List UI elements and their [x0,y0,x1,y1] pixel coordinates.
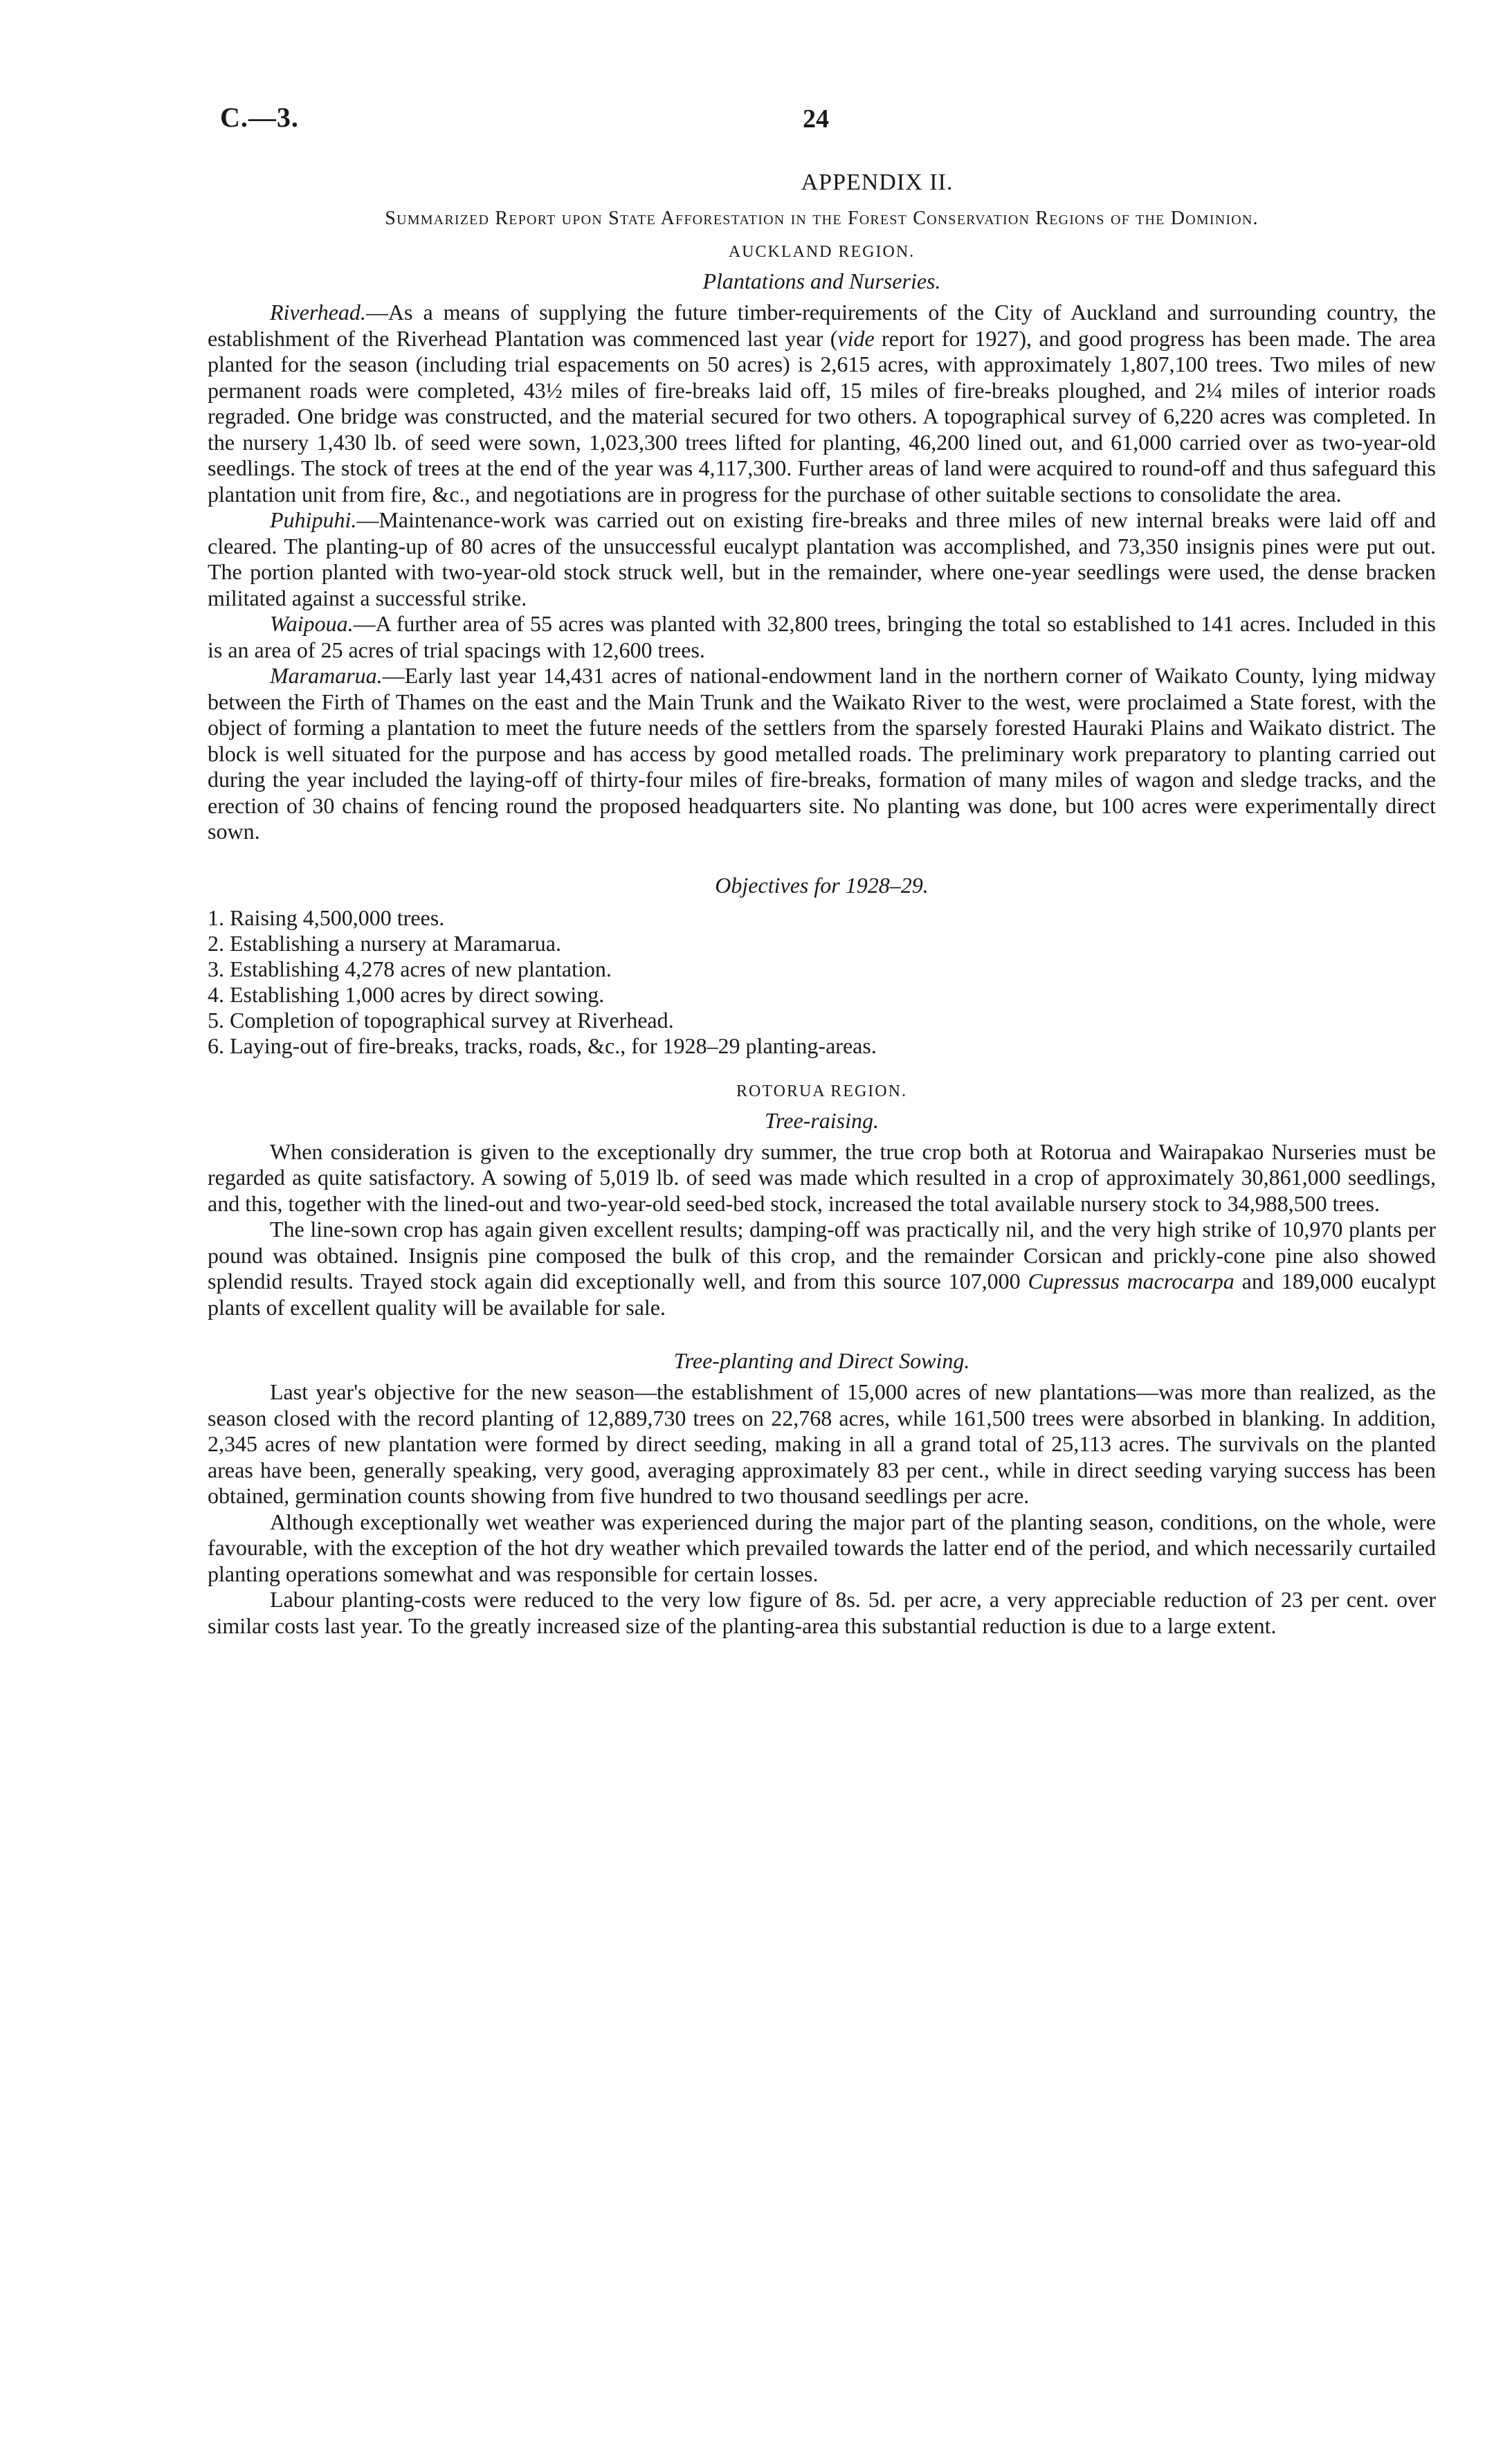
list-item: 5. Completion of topographical survey at Riverhead. [208,1007,674,1033]
tree-raising-paragraph-2: The line-sown crop has again given excellent results; damping-off was practically nil, and the very high strike of 10,970 plants per pound was obtained. Insignis pine composed the bulk of this crop, and the remainder Corsican and prickly-cone pine also showed splendid results. Trayed stock again did exceptionally well, and from this source 107,000 Cupressus macrocarpa and 189,000 eucalypt plants of excellent quality will be available for sale. [208,1217,1437,1320]
waipoua-paragraph: Waipoua.—A further area of 55 acres was planted with 32,800 trees, bringing the total so established to 141 acres. Included in this is an area of 25 acres of trial spacings with 12,600 trees. [208,611,1436,662]
page-number: 24 [803,105,829,134]
list-item: 4. Establishing 1,000 acres by direct sowing. [208,981,605,1007]
report-title: Summarized Report upon State Afforestation in the Forest Conservation Regions of the Dominion. [385,208,1259,229]
objectives-subheading: Objectives for 1928–29. [715,872,929,898]
riverhead-paragraph: Riverhead.—As a means of supplying the future timber-requirements of the City of Auckland and surrounding country, the establishment of the Riverhead Plantation was commenced last year (vide report for 1927), and good progress has been made. The area planted for the season (including trial espacements on 50 acres) is 2,615 acres, with approximately 1,807,100 trees. Two miles of new permanent roads were completed, 43½ miles of fire-breaks laid off, 15 miles of fire-breaks ploughed, and 2¼ miles of interior roads regraded. One bridge was constructed, and the material secured for two others. A topographical survey of 6,220 acres was completed. In the nursery 1,430 lb. of seed were sown, 1,023,300 trees lifted for planting, 46,200 lined out, and 61,000 carried over as two-year-old seedlings. The stock of trees at the end of the year was 4,117,300. Further areas of land were acquired to round-off and thus safeguard this plantation unit from fire, &c., and negotiations are in progress for the purchase of other suitable sections to consolidate the area. [208,300,1437,507]
tree-raising-paragraph-1: When consideration is given to the exceptionally dry summer, the true crop both at Rotorua and Wairapakao Nurseries must be regarded as quite satisfactory. A sowing of 5,019 lb. of seed was made which resulted in a crop of approximately 30,861,000 seedlings, and this, together with the lined-out and two-year-old seed-bed stock, increased the total available nursery stock to 34,988,500 trees. [208,1138,1436,1216]
maramarua-lead: Maramarua. [270,663,383,688]
rotorua-region-heading: ROTORUA REGION. [736,1082,907,1100]
waipoua-lead: Waipoua. [270,611,354,636]
list-item: 6. Laying-out of fire-breaks, tracks, roads, &c., for 1928–29 planting-areas. [208,1033,877,1058]
document-reference: C.—3. [220,102,299,133]
tree-raising-subheading: Tree-raising. [764,1107,880,1133]
plantations-subheading: Plantations and Nurseries. [702,269,941,293]
species-name: Cupressus macrocarpa [1028,1269,1235,1293]
appendix-heading: APPENDIX II. [801,170,954,195]
auckland-region-heading: AUCKLAND REGION. [728,243,916,261]
tree-planting-paragraph-3: Labour planting-costs were reduced to the very low figure of 8s. 5d. per acre, a very appreciable reduction of 23 per cent. over similar costs last year. To the greatly increased size of the planting-area this substantial reduction is due to a large extent. [208,1587,1436,1638]
tree-planting-paragraph-2: Although exceptionally wet weather was experienced during the major part of the planting season, conditions, on the whole, were favourable, with the exception of the hot dry weather which prevailed towards the latter end of the period, and which necessarily curtailed planting operations somewhat and was responsible for certain losses. [208,1509,1436,1586]
list-item: 2. Establishing a nursery at Maramarua. [208,930,561,956]
maramarua-paragraph: Maramarua.—Early last year 14,431 acres of national-endowment land in the northern corner of Waikato County, lying midway between the Firth of Thames on the east and the Main Trunk and the Waikato River to the west, were proclaimed a State forest, with the object of forming a plantation to meet the future needs of the settlers from the sparsely forested Hauraki Plains and Waikato district. The block is well situated for the purpose and has access by good metalled roads. The preliminary work preparatory to planting carried out during the year included the laying-off of thirty-four miles of fire-breaks, formation of many miles of wagon and sledge tracks, and the erection of 30 chains of fencing round the proposed headquarters site. No planting was done, but 100 acres were experimentally direct sown. [208,663,1436,844]
list-item: 3. Establishing 4,278 acres of new plantation. [208,956,612,981]
tree-planting-paragraph-1: Last year's objective for the new season—the establishment of 15,000 acres of new plantations—was more than realized, as the season closed with the record planting of 12,889,730 trees on 22,768 acres, while 161,500 trees were absorbed in blanking. In addition, 2,345 acres of new plantation were formed by direct seeding, making in all a grand total of 25,113 acres. The survivals on the planted areas have been, generally speaking, very good, averaging approximately 83 per cent., while in direct seeding varying success has been obtained, germination counts showing from five hundred to two thousand seedlings per acre. [208,1379,1436,1508]
objectives-list [208,905,1436,1059]
page-body [208,170,1436,1639]
riverhead-lead: Riverhead. [270,300,366,325]
tree-planting-subheading: Tree-planting and Direct Sowing. [673,1348,970,1373]
puhipuhi-lead: Puhipuhi. [270,507,357,532]
list-item: 1. Raising 4,500,000 trees. [208,905,445,930]
puhipuhi-paragraph: Puhipuhi.—Maintenance-work was carried out on existing fire-breaks and three miles of new internal breaks were laid off and cleared. The planting-up of 80 acres of the unsuccessful eucalypt plantation was accomplished, and 73,350 insignis pines were put out. The portion planted with two-year-old stock struck well, but in the remainder, where one-year seedlings were used, the dense bracken militated against a successful strike. [208,507,1436,610]
